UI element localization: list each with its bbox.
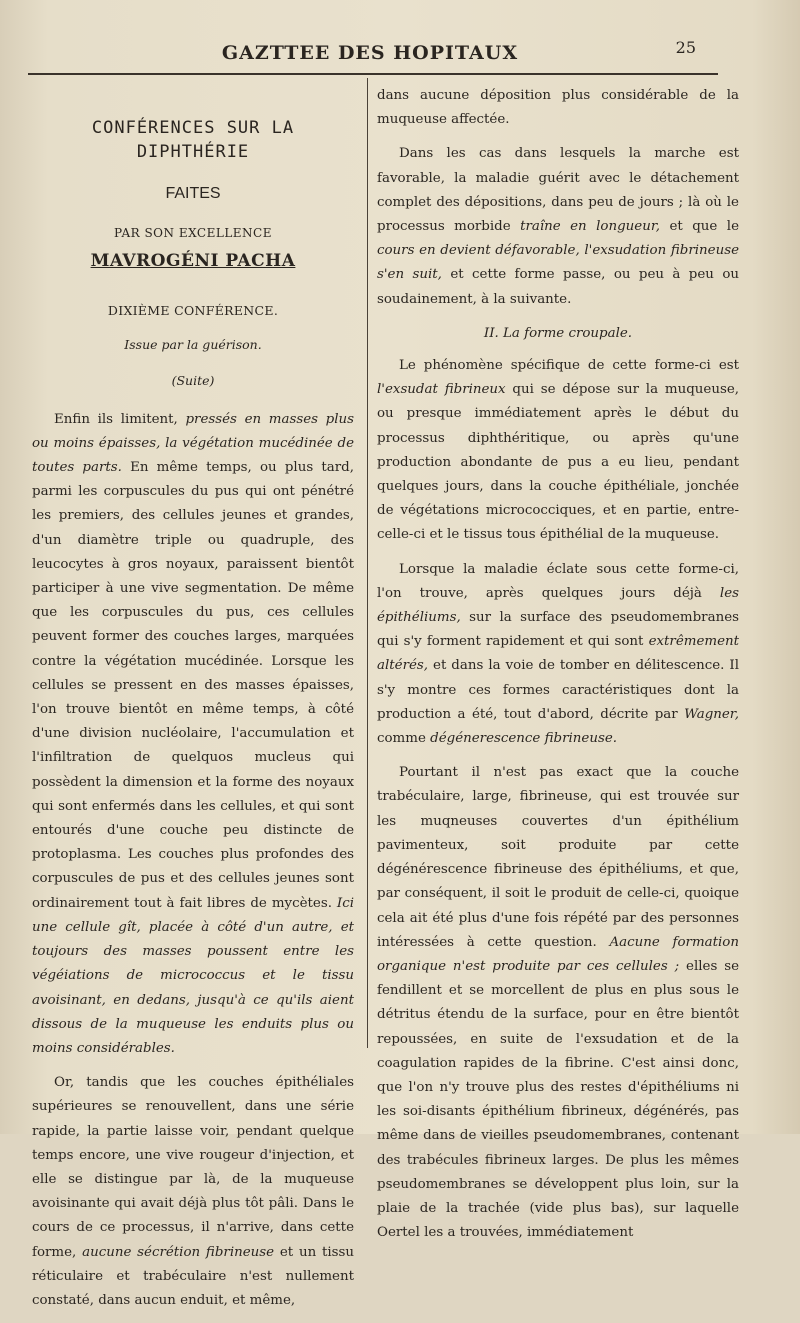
text-run: elles se fendillent et se morcellent de plus en plus sous le détritus étendu de la surface, pour en être bientôt repoussées, en suite de l'exsudation et de la coagulation rapides de la fibrine. C'est ainsi donc, que l'on n'y trouve plus des restes d'épithéliums ni les soi-disants épithélium fibrineux, dégénérés, pas même dans de vieilles pseudomembranes, contenant des trabécules fibrineux larges. De plus les mêmes pseudomembranes se développent plus loin, sur la plaie de la trachée (vide plus bas), sur laquelle Oertel les a trouvées, immédiatement [377,958,739,1241]
italic-run: Wagner, [684,706,739,722]
continued-note: (Suite) [171,373,215,389]
section-title: II. La forme croupale. [483,325,633,341]
text-run: Or, tandis que les couches épithéliales supérieures se renouvellent, dans une série rapide, la partie laisse voir, pendant quelque temps encore, une vive rougeur d'injection, et elle se distingue par là, de la muqueuse avoisinante qui avait déjà plus tôt pâli. Dans le cours de ce processus, il n'arrive, dans cette forme, [32,1075,354,1260]
italic-run: traîne en longueur, [520,219,661,235]
text-run: Le phénomène spécifique de cette forme-ci est [399,358,739,374]
header-rule [28,73,718,75]
author-name: MAVROGÉNI PACHA [90,250,296,271]
text-run: Lorsque la maladie éclate sous cette forme-ci, l'on trouve, après quelques jours déjà [377,561,739,601]
publication-title: GAZTTEE DES HOPITAUX [221,42,519,64]
text-run: et que le [660,219,739,235]
italic-run: l'exsudat fibrineux [377,382,506,398]
left-column [32,112,354,1323]
paragraph [377,354,739,548]
italic-run: pressés en masses plus ou moins épaisses, la végétation mucédinée de toutes parts. [32,411,355,476]
italic-run: les épithéliums, [377,585,739,626]
par-line: PAR SON EXCELLENCE [113,225,273,240]
italic-run: aucune sécrétion fibrineuse [82,1244,275,1260]
italic-run: Aacune formation organique n'est produite par ces cellules ; [377,934,739,974]
paragraph: dans aucune déposition plus considérable de la muqueuse affectée. [377,88,739,128]
paragraph [377,142,739,311]
paragraph [32,408,354,1061]
text-run: et cette forme passe, ou peu à peu ou soudainement, à la suivante. [377,267,740,307]
italic-run: dégénerescence fibrineuse. [430,731,618,747]
italic-run: extrêmement altérés, [377,634,739,674]
italic-run: cours en devient défavorable, l'exsudation fibrineuse s'en suit, [377,243,739,283]
paragraph [377,558,739,752]
text-run: et un tissu réticulaire et trabéculaire n'est nullement constaté, dans aucun enduit, et même, [32,1244,355,1308]
text-run: sur la surface des pseudomembranes qui s'y forment rapidement et qui sont [377,610,739,650]
paragraph [377,761,739,1245]
conference-number: DIXIÈME CONFÉRENCE. [107,303,279,319]
text-run: Enfin ils limitent, [54,411,186,427]
lecture-heading: CONFÉRENCES SUR LA DIPHTHÉRIE [91,118,295,163]
text-run: En même temps, ou plus tard, parmi les corpuscules du pus qui ont pénétré les premiers, des cellules jeunes et grandes, d'un diamètre triple ou quadruple, des leucocytes à gros noyaux, paraissent bientôt participer à une vive segmentation. De même que les corpuscules du pus, ces cellules peuvent former des couches larges, marquées contre la végétation mucédinée. Lorsque les cellules se pressent en des masses épaisses, l'on trouve bientôt en même temps, à côté d'une division nucléolaire, l'accumulation et l'infiltration de quelquos mucleus qui possèdent la dimension et la forme des noyaux qui sont enfermés dans les cellules, et qui sont entourés d'une couche peu distincte de protoplasma. Les couches plus profondes des corpuscules de pus et des cellules jeunes sont ordinairement tout à fait libres de mycètes. [32,460,354,911]
column-divider [367,78,368,1048]
page-number: 25 [675,38,696,57]
right-column [377,84,739,1255]
paragraph [32,1071,354,1313]
conference-subtitle: Issue par la guérison. [124,337,262,353]
text-run: comme [377,731,431,747]
italic-run: Ici une cellule gît, placée à côté d'un autre, et toujours des masses poussent entre les végéiations de micrococcus et le tissu avoisinant, en dedans, jusqu'à ce qu'ils aient dissous de la muqueuse les enduits plus ou moins considérables. [32,895,354,1056]
text-run: Pourtant il n'est pas exact que la couche trabéculaire, large, fibrineuse, qui est trouvée sur les muqneuses couvertes d'un épithélium pavimenteux, soit produite par cette dégénérescence fibrineuse des épithéliums, et que, par conséquent, il soit le produit de celle-ci, quoique cela ait été plus d'une fois répété par des personnes intéressées à cette question. [377,765,739,950]
text-run: et dans la voie de tomber en délitescence. Il s'y montre ces formes caractéristiques dont la production a été, tout d'abord, décrite par [377,658,739,722]
faites-line: FAITES [165,185,221,203]
text-run: qui se dépose sur la muqueuse, ou presque immédiatement après le début du processus diphthéritique, ou après qu'une production abondante de pus a eu lieu, pendant quelques jours, dans la couche épithéliale, jonchée de végétations micrococciques, et en partie, entre-celle-ci et le tissus tous épithélial de la muqueuse. [377,382,739,543]
text-run: Dans les cas dans lesquels la marche est favorable, la maladie guérit avec le détachement complet des dépositions, dans peu de jours ; là où le processus morbide [377,146,739,235]
